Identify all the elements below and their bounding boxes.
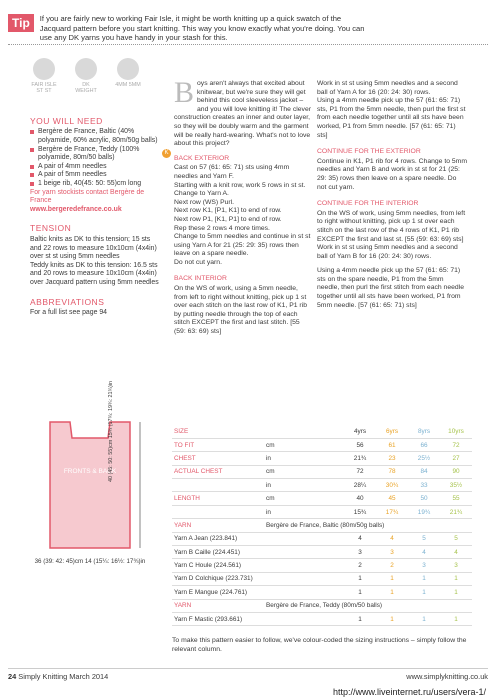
table-cell: 3: [344, 546, 376, 559]
table-cell: 78: [376, 465, 408, 478]
instruction-paragraph: Work in st st using 5mm needles and a second ball of Yarn B for 16 (20: 24: 30) rows.: [317, 244, 458, 260]
info-icons: [30, 58, 160, 95]
table-cell: ACTUAL CHEST: [172, 465, 264, 478]
table-row: [172, 599, 472, 612]
table-cell: 21¾: [440, 505, 472, 518]
table-cell: in: [264, 505, 344, 518]
page-footer: [8, 668, 488, 681]
table-cell: 1: [408, 586, 440, 599]
table-cell: YARN: [172, 599, 264, 612]
table-header: [264, 425, 344, 438]
abbreviations-text: For a full list see page 94: [30, 309, 107, 317]
table-cell: 1: [440, 572, 472, 585]
tension-text-1: Baltic knits as DK to this tension; 15 sts and 22 rows to measure 10x10cm (4x4in) over st st using 5mm needles: [30, 235, 157, 261]
table-cell: 72: [344, 465, 376, 478]
table-cell: 4: [344, 532, 376, 545]
bottom-measure: 36 (39: 42: 45)cm 14 (15¼: 16½: 17¾)in: [34, 558, 146, 565]
table-header-row: [172, 425, 472, 438]
table-cell: 27: [440, 452, 472, 465]
fair-isle-icon: [30, 58, 58, 95]
fair-isle-pic: [33, 58, 55, 80]
table-header: 4yrs: [344, 425, 376, 438]
table-cell: 1: [344, 586, 376, 599]
table-cell: [172, 479, 264, 492]
table-cell: 21¾: [344, 452, 376, 465]
table-cell: 2: [376, 559, 408, 572]
instruction-line: Change to Yarn A.: [174, 190, 229, 198]
table-cell: 30¾: [376, 479, 408, 492]
instruction-paragraph: Using a 4mm needle pick up the 57 (61: 65: 71) sts, P1 from the 5mm needle, then purl the first st from each needle together until all sts have been worked, P1 from 5mm needle. [57 (61: 65: 71) sts]: [317, 97, 466, 139]
yarn-ball-pic: [75, 58, 97, 80]
table-cell: 72: [440, 438, 472, 451]
stockist-link[interactable]: www.bergeredefrance.co.uk: [30, 205, 122, 213]
abbreviations-heading: ABBREVIATIONS: [30, 296, 105, 307]
table-cell: 1: [408, 572, 440, 585]
table-cell: 3: [376, 546, 408, 559]
continue-exterior-text: Continue in K1, P1 rib for 4 rows. Change to 5mm needles and Yarn B and work in st st for 21 (25: 29: 35) rows then leave on a spare needle. Do not cut yarn.: [317, 157, 467, 191]
table-cell: YARN: [172, 519, 264, 532]
table-cell: 19¾: [408, 505, 440, 518]
instruction-line: Next row (WS) Purl.: [174, 198, 235, 206]
table-row: [172, 505, 472, 518]
tension-heading: TENSION: [30, 223, 72, 234]
continue-exterior-heading: CONTINUE FOR THE EXTERIOR: [317, 148, 421, 156]
table-cell: 5: [440, 532, 472, 545]
instruction-line: Next row K1, [P1, K1] to end of row.: [174, 207, 282, 215]
table-row: [172, 532, 472, 545]
table-cell: cm: [264, 438, 344, 451]
table-row: [172, 559, 472, 572]
table-cell: 1: [440, 586, 472, 599]
garment-diagram: [30, 381, 150, 550]
table-cell: 35½: [440, 479, 472, 492]
table-cell: 3: [408, 559, 440, 572]
needles-pic: [117, 58, 139, 80]
table-cell: in: [264, 479, 344, 492]
footer-left: [8, 672, 108, 681]
intro-text: oys aren't always that excited about knitwear, but we're sure they will get behind this cool sleeveless jacket – and you will love knitting it! The clever construction creates an inner and outer layer, so they will be doubly warm and the garment will be really hard-wearing. What's not to love about this project?: [174, 80, 311, 148]
skill-badge: K: [162, 149, 171, 158]
garment-shape: [50, 422, 130, 548]
divider: [8, 44, 488, 45]
table-cell: 3: [440, 559, 472, 572]
table-cell: 28¼: [344, 479, 376, 492]
table-row: [172, 465, 472, 478]
instruction-line: Cast on 57 (61: 65: 71) sts using 4mm needles and Yarn F.: [174, 164, 290, 180]
size-table: [172, 425, 472, 626]
instruction-paragraph: Using a 4mm needle pick up the 57 (61: 65: 71) sts on the spare needle, P1 from the 5mm needle, then purl the first stitch from each needle together until all sts have been worked, P1 from 5mm needle. [57 (61: 65: 71) sts]: [317, 267, 464, 309]
table-header: SIZE: [172, 425, 264, 438]
side-measure: 40 (45: 50: 55)cm 15¾ (17¾: 19¾: 21¾)in: [108, 381, 114, 482]
continue-interior-heading: CONTINUE FOR THE INTERIOR: [317, 200, 419, 208]
table-cell: 61: [376, 438, 408, 451]
table-row: [172, 438, 472, 451]
table-cell: 25½: [408, 452, 440, 465]
magazine-issue: Simply Knitting March 2014: [18, 672, 109, 681]
materials-list: [30, 128, 160, 188]
table-cell: 5: [408, 532, 440, 545]
table-header: 10yrs: [440, 425, 472, 438]
table-cell: 1: [376, 612, 408, 625]
colour-code-note: To make this pattern easier to follow, we've colour-coded the sizing instructions – simply follow the relevant column.: [172, 637, 467, 653]
drop-cap: B: [174, 76, 195, 109]
instruction-line: Starting with a knit row, work 5 rows in st st.: [174, 181, 306, 189]
table-header: 8yrs: [408, 425, 440, 438]
table-cell: Yarn A Jean (223.841): [172, 532, 344, 545]
list-item: 1 beige rib, 40(45: 50: 55)cm long: [30, 180, 160, 189]
table-cell: LENGTH: [172, 492, 264, 505]
instruction-line: Rep these 2 rows 4 more times.: [174, 224, 270, 232]
back-interior-text: On the WS of work, using a 5mm needle, from left to right without knitting, pick up 1 st over each stitch on the last row of K1, P1 rib by putting needle through the top of each stitch EXCEPT the first and last stitch. [55 (59: 63: 69) sts]: [174, 285, 307, 336]
table-cell: [172, 505, 264, 518]
table-cell: 55: [440, 492, 472, 505]
table-cell: 4: [408, 546, 440, 559]
list-item: Bergère de France, Baltic (40% polyamide, 60% acrylic, 80m/50g balls): [30, 128, 160, 145]
table-cell: Yarn E Mangue (224.761): [172, 586, 344, 599]
back-exterior-heading: BACK EXTERIOR: [174, 154, 230, 162]
table-cell: cm: [264, 492, 344, 505]
right-column: [317, 80, 467, 310]
table-cell: 15¾: [344, 505, 376, 518]
instruction-line: Change to 5mm needles and continue in st st using Yarn A for 21 (25: 29: 35) rows then leave on a spare needle.: [174, 233, 311, 258]
you-will-need-heading: YOU WILL NEED: [30, 115, 103, 126]
watermark: http://www.liveinternet.ru/users/vera-1/: [332, 687, 486, 697]
table-cell: 50: [408, 492, 440, 505]
list-item: A pair of 5mm needles: [30, 171, 160, 180]
table-row: [172, 586, 472, 599]
table-cell: 1: [376, 572, 408, 585]
tip-box: [8, 14, 488, 43]
table-cell: Bergère de France, Teddy (80m/50 balls): [264, 599, 472, 612]
table-cell: Bergère de France, Baltic (80m/50g balls): [264, 519, 472, 532]
page-number: 24: [8, 672, 17, 681]
table-cell: 1: [408, 612, 440, 625]
table-row: [172, 479, 472, 492]
tip-badge: Tip: [8, 14, 34, 32]
table-cell: 56: [344, 438, 376, 451]
icon-caption: DK WEIGHT: [75, 82, 97, 95]
instruction-line: Next row P1, [K1, P1] to end of row.: [174, 215, 282, 223]
table-cell: 4: [440, 546, 472, 559]
needles-icon: [114, 58, 142, 95]
back-interior-heading: BACK INTERIOR: [174, 275, 227, 283]
table-cell: 23: [376, 452, 408, 465]
table-row: [172, 519, 472, 532]
stockists-text: For yarn stockists contact Bergère de France: [30, 188, 145, 205]
table-cell: 40: [344, 492, 376, 505]
icon-caption: 4MM 5MM: [115, 82, 141, 88]
table-row: [172, 546, 472, 559]
table-cell: 4: [376, 532, 408, 545]
table-row: [172, 452, 472, 465]
table-cell: Yarn C Houle (224.561): [172, 559, 344, 572]
table-cell: 1: [376, 586, 408, 599]
table-cell: CHEST: [172, 452, 264, 465]
instruction-line: Do not cut yarn.: [174, 258, 222, 266]
table-cell: 45: [376, 492, 408, 505]
table-cell: 1: [344, 612, 376, 625]
table-cell: Yarn B Caille (224.451): [172, 546, 344, 559]
diagram-label: FRONTS & BACK: [63, 468, 117, 475]
back-exterior-section: [164, 149, 312, 268]
table-header: 6yrs: [376, 425, 408, 438]
tension-text-2: Teddy knits as DK to this tension: 16.5 sts and 20 rows to measure 10x10cm (4x4in) over Jacquard pattern using 5mm needles: [30, 261, 159, 286]
table-cell: 17¾: [376, 505, 408, 518]
tip-text: If you are fairly new to working Fair Isle, it might be worth knitting up a quick swatch of the Jacquard pattern before you start knitting. This way you know exactly what you're doing. You can use any DK yarns you have handy in your stash for this.: [39, 14, 365, 43]
table-cell: Yarn F Mastic (293.661): [172, 612, 344, 625]
instruction-paragraph: On the WS of work, using 5mm needles, from left to right without knitting, pick up 1 st over each stitch on the last row of the 4 rows of K1, P1 rib EXCEPT the first and last st. [55 (59: 63: 69) sts]: [317, 209, 466, 243]
yarn-weight-icon: [72, 58, 100, 95]
middle-column: [164, 76, 312, 337]
instruction-paragraph: Work in st st using 5mm needles and a second ball of Yarn A for 16 (20: 24: 30) rows.: [317, 80, 458, 96]
table-cell: 1: [344, 572, 376, 585]
table-cell: 66: [408, 438, 440, 451]
table-cell: TO FIT: [172, 438, 264, 451]
footer-url[interactable]: www.simplyknitting.co.uk: [406, 672, 488, 681]
icon-caption: FAIR ISLE ST ST: [31, 82, 57, 95]
table-cell: 33: [408, 479, 440, 492]
table-cell: 1: [440, 612, 472, 625]
table-row: [172, 572, 472, 585]
list-item: A pair of 4mm needles: [30, 163, 160, 172]
table-cell: cm: [264, 465, 344, 478]
table-cell: Yarn D Colchique (223.731): [172, 572, 344, 585]
table-cell: 84: [408, 465, 440, 478]
intro-paragraph: [174, 76, 312, 149]
table-cell: 2: [344, 559, 376, 572]
table-row: [172, 612, 472, 625]
table-cell: 90: [440, 465, 472, 478]
table-row: [172, 492, 472, 505]
schematic-svg: [30, 420, 150, 550]
table-cell: in: [264, 452, 344, 465]
list-item: Bergère de France, Teddy (100% polyamide, 80m/50 balls): [30, 146, 160, 163]
left-column: [30, 58, 160, 318]
